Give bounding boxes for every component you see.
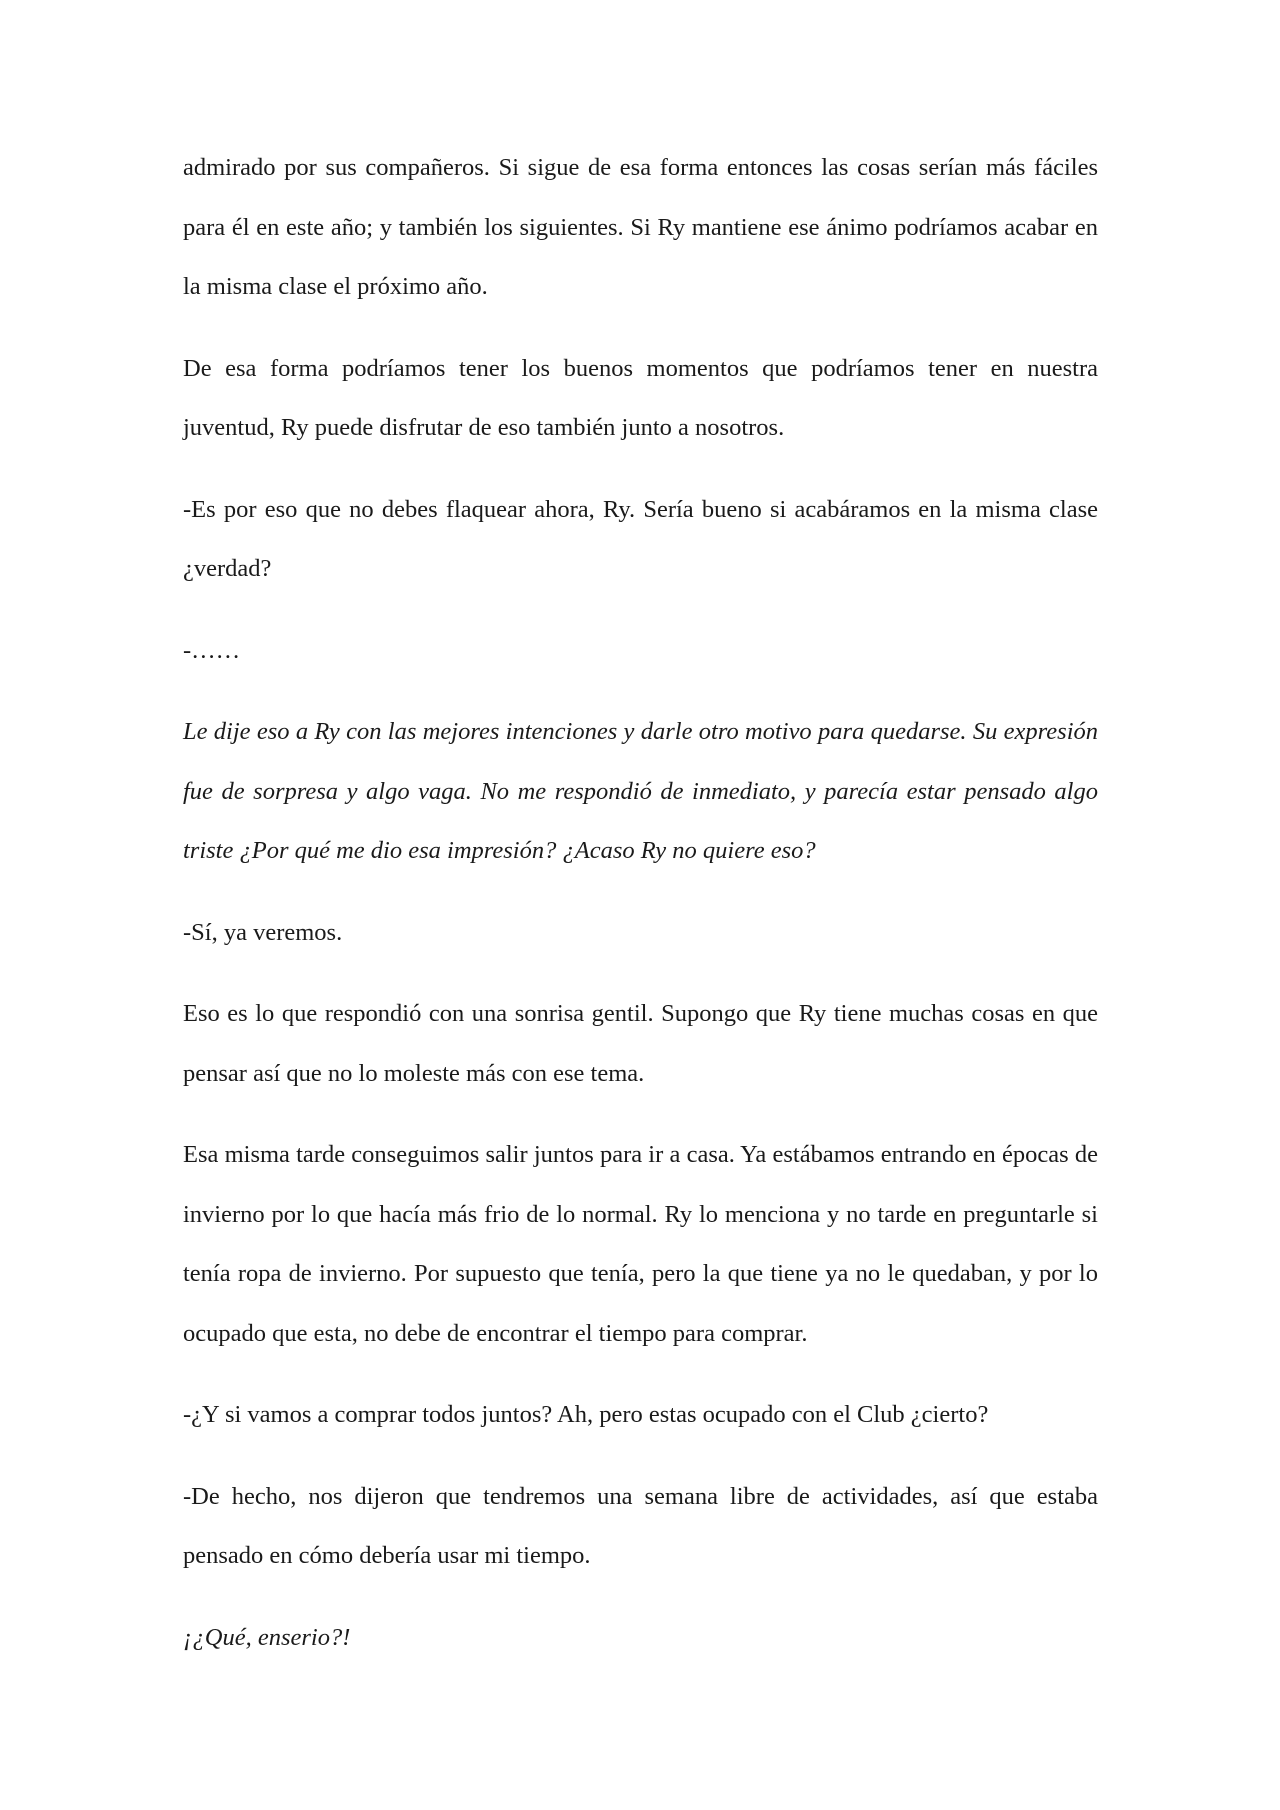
paragraph: De esa forma podríamos tener los buenos momentos que podríamos tener en nuestra juventud, Ry puede disfrutar de eso también junto a nosotros.: [183, 354, 1098, 441]
document-page: [183, 138, 1098, 1689]
dialogue-line: -Es por eso que no debes flaquear ahora, Ry. Sería bueno si acabáramos en la misma clase ¿verdad?: [183, 495, 1098, 582]
paragraph: Eso es lo que respondió con una sonrisa gentil. Supongo que Ry tiene muchas cosas en que pensar así que no lo moleste más con ese tema.: [183, 1000, 1098, 1087]
inner-monologue-paragraph: Le dije eso a Ry con las mejores intenciones y darle otro motivo para quedarse. Su expresión fue de sorpresa y algo vaga. No me respondió de inmediato, y parecía estar pensado algo triste ¿Por qué me dio esa impresión? ¿Acaso Ry no quiere eso?: [183, 718, 1098, 864]
inner-monologue-line: ¡¿Qué, enserio?!: [183, 1623, 351, 1651]
paragraph: admirado por sus compañeros. Si sigue de esa forma entonces las cosas serían más fáciles para él en este año; y también los siguientes. Si Ry mantiene ese ánimo podríamos acabar en la misma clase el próximo año.: [183, 154, 1098, 300]
paragraph: Esa misma tarde conseguimos salir juntos para ir a casa. Ya estábamos entrando en épocas de invierno por lo que hacía más frio de lo normal. Ry lo menciona y no tarde en preguntarle si tenía ropa de invierno. Por supuesto que tenía, pero la que tiene ya no le quedaban, y por lo ocupado que esta, no debe de encontrar el tiempo para comprar.: [183, 1141, 1098, 1347]
dialogue-line: -De hecho, nos dijeron que tendremos una semana libre de actividades, así que estaba pensado en cómo debería usar mi tiempo.: [183, 1482, 1098, 1569]
dialogue-line: -Sí, ya veremos.: [183, 918, 343, 946]
dialogue-line: -……: [183, 636, 241, 664]
dialogue-line: -¿Y si vamos a comprar todos juntos? Ah, pero estas ocupado con el Club ¿cierto?: [183, 1401, 989, 1428]
